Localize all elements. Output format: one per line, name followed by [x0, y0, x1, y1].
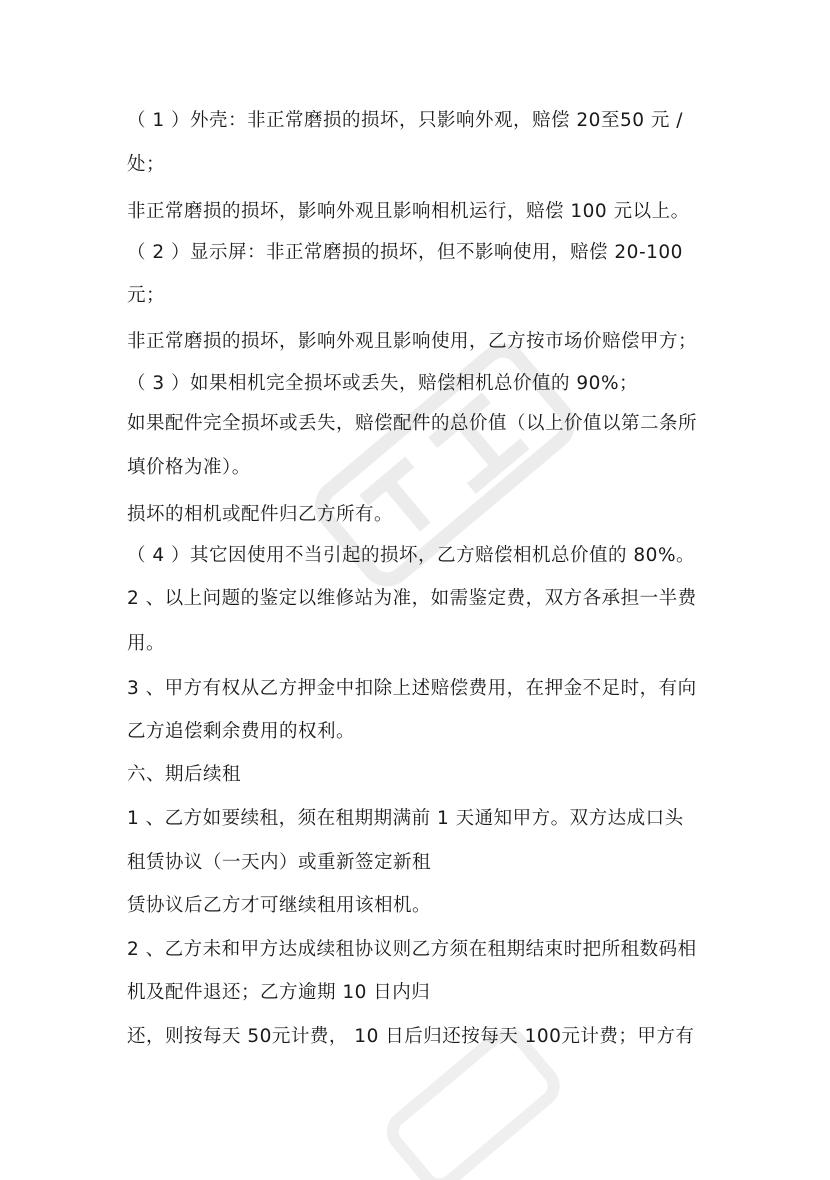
text-line: （ 2 ）显示屏：非正常磨损的损坏，但不影响使用，赔偿 20-100 [127, 242, 683, 263]
text-line: 3 、甲方有权从乙方押金中扣除上述赔偿费用，在押金不足时，有向 [127, 678, 697, 699]
text-line: 损坏的相机或配件归乙方所有。 [127, 504, 394, 525]
text-line: 用。 [127, 633, 166, 654]
text-line: （ 3 ）如果相机完全损坏或丢失，赔偿相机总价值的 90%； [127, 373, 639, 394]
text-line: （ 4 ）其它因使用不当引起的损坏，乙方赔偿相机总价值的 80%。 [127, 545, 696, 566]
text-line: 乙方追偿剩余费用的权利。 [127, 721, 356, 742]
section-heading: 六、期后续租 [127, 764, 242, 785]
text-line: 元； [127, 285, 166, 306]
text-line: 如果配件完全损坏或丢失，赔偿配件的总价值（以上价值以第二条所 [127, 413, 698, 434]
text-line: 租赁协议（一天内）或重新签定新租 [127, 852, 432, 873]
text-line: 机及配件退还；乙方逾期 10 日内归 [127, 982, 431, 1003]
text-line: 赁协议后乙方才可继续租用该相机。 [127, 895, 432, 916]
text-line: 还，则按每天 50元计费， 10 日后归还按每天 100元计费；甲方有 [127, 1026, 695, 1047]
text-line: 1 、乙方如要续租，须在租期期满前 1 天通知甲方。双方达成口头 [127, 808, 684, 829]
text-line: 非正常磨损的损坏，影响外观且影响相机运行，赔偿 100 元以上。 [127, 201, 690, 222]
text-line: 填价格为准）。 [127, 457, 251, 478]
text-line: 2 、乙方未和甲方达成续租协议则乙方须在租期结束时把所租数码相 [127, 939, 697, 960]
text-line: （ 1 ）外壳：非正常磨损的损坏，只影响外观，赔偿 20至50 元 / [127, 110, 683, 131]
text-line: 处； [127, 154, 166, 175]
text-line: 2 、以上问题的鉴定以维修站为准，如需鉴定费，双方各承担一半费 [127, 588, 697, 609]
text-line: 非正常磨损的损坏，影响外观且影响使用，乙方按市场价赔偿甲方； [127, 331, 698, 352]
watermark-graphic-bottom [370, 1030, 570, 1180]
